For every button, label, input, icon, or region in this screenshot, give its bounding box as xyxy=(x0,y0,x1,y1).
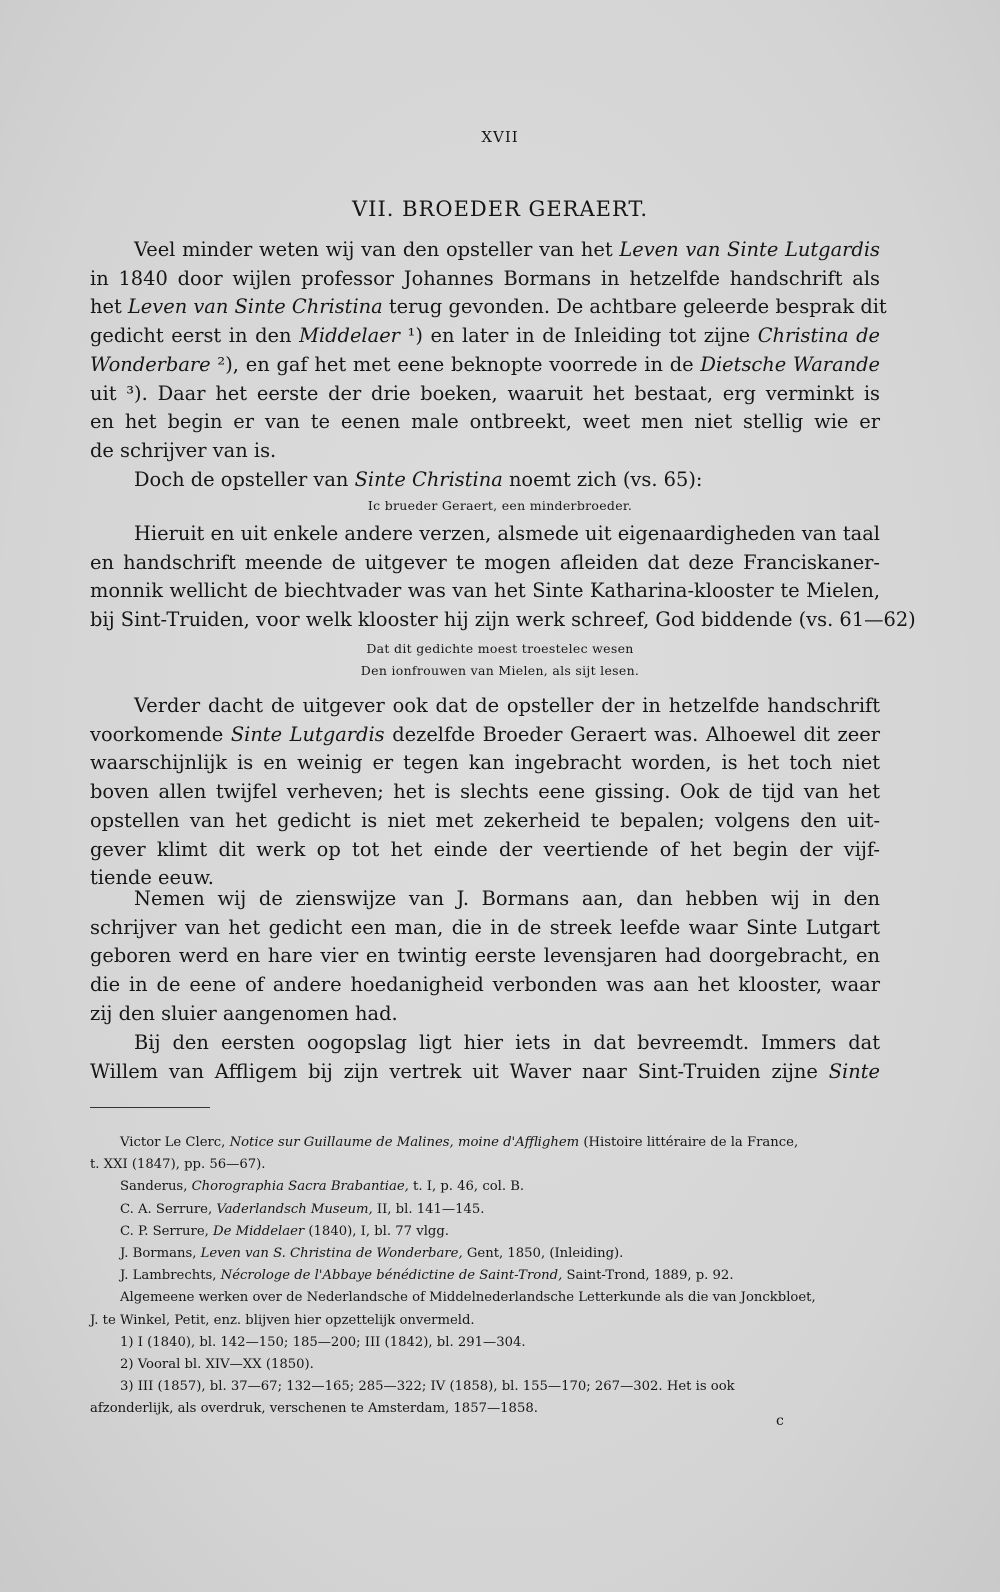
text-line: geboren werd en hare vier en twintig eerste levensjaren had doorgebracht, en xyxy=(90,944,880,968)
text-line: Willem van Affligem bij zijn vertrek uit Waver naar Sint-Truiden zijne Sinte xyxy=(90,1059,880,1083)
text-line: Hieruit en uit enkele andere verzen, alsmede uit eigenaardigheden van taal xyxy=(134,522,880,545)
footnote-line: C. A. Serrure, Vaderlandsch Museum, II, bl. 141—145. xyxy=(120,1201,485,1217)
text-line: en handschrift meende de uitgever te mogen afleiden dat deze Franciskaner- xyxy=(90,550,880,574)
footnote-line: 2) Vooral bl. XIV—XX (1850). xyxy=(120,1357,314,1373)
verse-quote-1: Ic brueder Geraert, een minderbroeder. xyxy=(367,498,633,513)
text-line: Nemen wij de zienswijze van J. Bormans aan, dan hebben wij in den xyxy=(134,887,880,910)
paragraph-1 xyxy=(90,236,887,466)
verse-quote-2 xyxy=(0,638,1000,682)
footnote-line: afzonderlijk, als overdruk, verschenen te Amsterdam, 1857—1858. xyxy=(90,1401,538,1417)
text-line: tiende eeuw. xyxy=(90,866,214,890)
text-line: het Leven van Sinte Christina terug gevonden. De achtbare geleerde besprak dit xyxy=(90,295,887,319)
text-line: monnik wellicht de biechtvader was van het Sinte Katharina-klooster te Mielen, xyxy=(90,579,880,603)
text-line: Veel minder weten wij van den opsteller van het Leven van Sinte Lutgardis xyxy=(134,238,880,261)
footnote-line: Sanderus, Chorographia Sacra Brabantiae, t. I, p. 46, col. B. xyxy=(120,1179,525,1195)
text-line: waarschijnlijk is en weinig er tegen kan ingebracht worden, is het toch niet xyxy=(90,751,880,775)
text-line: Wonderbare ²), en gaf het met eene beknopte voorrede in de Dietsche Warande xyxy=(90,352,881,376)
text-line: die in de eene of andere hoedanigheid verbonden was aan het klooster, waar xyxy=(90,973,880,997)
paragraph-5 xyxy=(90,885,880,1029)
text-line: in 1840 door wijlen professor Johannes Bormans in hetzelfde handschrift als xyxy=(90,266,880,290)
text-line: bij Sint-Truiden, voor welk klooster hij zijn werk schreef, God biddende (vs. 61—62) xyxy=(90,608,916,632)
footnote-line: J. Lambrechts, Nécrologe de l'Abbaye bénédictine de Saint-Trond, Saint-Trond, 1889, p. 92. xyxy=(120,1268,734,1284)
paragraph-2 xyxy=(90,466,880,495)
text-line: Verder dacht de uitgever ook dat de opsteller der in hetzelfde handschrift xyxy=(134,694,880,717)
footnote-rule xyxy=(90,1107,210,1108)
footnote-line: Victor Le Clerc, Notice sur Guillaume de Malines, moine d'Afflighem (Histoire littéraire de la France, xyxy=(120,1135,799,1150)
text-line: en het begin er van te eenen male ontbreekt, weet men niet stellig wie er xyxy=(90,410,880,434)
text-line: voorkomende Sinte Lutgardis dezelfde Broeder Geraert was. Alhoewel dit zeer xyxy=(90,722,880,746)
text-line: opstellen van het gedicht is niet met zekerheid te bepalen; volgens den uit- xyxy=(90,808,880,832)
page-number: XVII xyxy=(481,128,519,146)
paragraph-3 xyxy=(90,520,916,635)
footnote-line: 3) III (1857), bl. 37—67; 132—165; 285—322; IV (1858), bl. 155—170; 267—302. Het is ook xyxy=(120,1379,735,1395)
footnote-line: C. P. Serrure, De Middelaer (1840), I, bl. 77 vlgg. xyxy=(120,1223,449,1239)
paragraph-4 xyxy=(90,692,880,893)
text-line: gedicht eerst in den Middelaer ¹) en later in de Inleiding tot zijne Christina de xyxy=(90,324,880,348)
verse-line: Den ionfrouwen van Mielen, als sijt lesen. xyxy=(360,663,640,678)
text-line: schrijver van het gedicht een man, die in de streek leefde waar Sinte Lutgart xyxy=(90,915,880,939)
footnotes xyxy=(90,1132,870,1421)
text-line: de schrijver van is. xyxy=(90,438,277,462)
footnote-line: Algemeene werken over de Nederlandsche of Middelnederlandsche Letterkunde als die van Jonckbloet, xyxy=(120,1290,816,1306)
text-line: uit ³). Daar het eerste der drie boeken, waaruit het bestaat, erg verminkt is xyxy=(90,381,880,405)
text-line: zij den sluier aangenomen had. xyxy=(90,1001,398,1025)
footnote-line: 1) I (1840), bl. 142—150; 185—200; III (1842), bl. 291—304. xyxy=(120,1334,526,1350)
footnote-line: t. XXI (1847), pp. 56—67). xyxy=(90,1157,266,1173)
footnote-line: J. te Winkel, Petit, enz. blijven hier opzettelijk onvermeld. xyxy=(90,1312,475,1328)
chapter-title: VII. BROEDER GERAERT. xyxy=(352,197,648,221)
text-line: gever klimt dit werk op tot het einde der veertiende of het begin der vijf- xyxy=(90,837,880,861)
signature-mark: c xyxy=(776,1413,784,1429)
text-line: boven allen twijfel verheven; het is slechts eene gissing. Ook de tijd van het xyxy=(90,780,880,804)
footnote-line: J. Bormans, Leven van S. Christina de Wonderbare, Gent, 1850, (Inleiding). xyxy=(120,1246,624,1262)
verse-line: Dat dit gedichte moest troestelec wesen xyxy=(366,641,634,656)
text-line: Doch de opsteller van Sinte Christina noemt zich (vs. 65): xyxy=(134,468,703,491)
paragraph-6 xyxy=(90,1029,880,1086)
text-line: Bij den eersten oogopslag ligt hier iets in dat bevreemdt. Immers dat xyxy=(134,1031,880,1054)
